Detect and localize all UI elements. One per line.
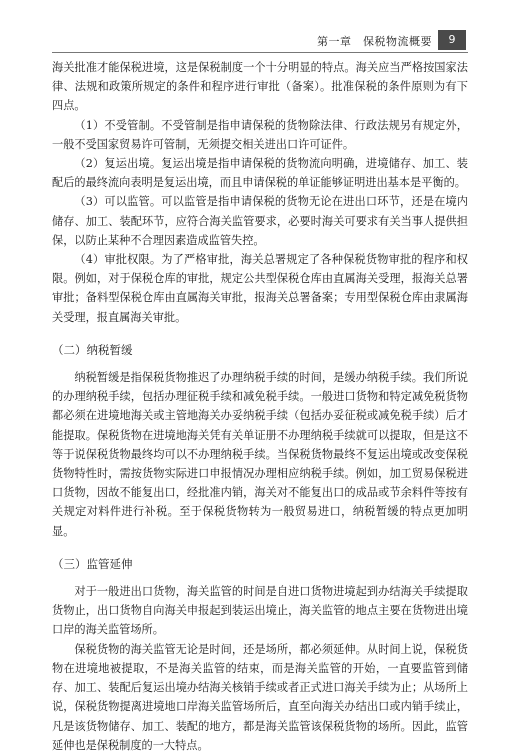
page-body bbox=[52, 58, 468, 755]
paragraph-item-1: （1）不受管制。不受管制是指申请保税的货物除法律、行政法规另有规定外，一般不受国家贸易许可管制，无须提交相关进出口许可证件。 bbox=[52, 118, 468, 151]
paragraph-section-3-b: 保税货物的海关监管无论是时间，还是场所，都必须延伸。从时间上说，保税货物在进境地被提取，不是海关监管的结束，而是海关监管的开始，一直要监管到储存、加工、装配后复运出境办结海关核销手续或者正式进口海关手续为止；从场所上说，保税货物提离进境地口岸海关监管场所后，直至向海关办结出口或内销手续止，凡是该货物储存、加工、装配的地方，都是海关监管该保税货物的场所。因此，监管延伸也是保税制度的一大特点。 bbox=[52, 642, 468, 752]
paragraph-section-3-a: 对于一般进出口货物，海关监管的时间是自进口货物进境起到办结海关手续提取货物止，出口货物自向海关申报起到装运出境止，海关监管的地点主要在货物进出境口岸的海关监管场所。 bbox=[52, 585, 468, 637]
paragraph-item-2: （2）复运出境。复运出境是指申请保税的货物流向明确，进境储存、加工、装配后的最终流向表明是复运出境，而且申请保税的单证能够证明进出基本是平衡的。 bbox=[52, 157, 468, 190]
section-heading-3: （三）监管延伸 bbox=[52, 556, 133, 571]
header-divider bbox=[52, 52, 468, 53]
page-number: 9 bbox=[438, 30, 466, 50]
running-header bbox=[0, 30, 466, 52]
paragraph-intro: 海关批准才能保税进境，这是保税制度一个十分明显的特点。海关应当严格按国家法律、法规和政策所规定的条件和程序进行审批（备案）。批准保税的条件原则为有下四点。 bbox=[52, 61, 468, 113]
paragraph-item-3: （3）可以监管。可以监管是指申请保税的货物无论在进出口环节，还是在境内储存、加工、装配环节，应符合海关监管要求，必要时海关可要求有关当事人提供担保，以防止某种不合理因素造成监管失控。 bbox=[52, 195, 468, 247]
paragraph-item-4: （4）审批权限。为了严格审批，海关总署规定了各种保税货物审批的程序和权限。例如，对于保税仓库的审批，规定公共型保税仓库由直属海关受理，报海关总署审批；备料型保税仓库由直属海关审批，报海关总署备案；专用型保税仓库由隶属海关受理，报直属海关审批。 bbox=[52, 253, 468, 324]
section-heading-2: （二）纳税暂缓 bbox=[52, 342, 133, 357]
paragraph-section-2: 纳税暂缓是指保税货物推迟了办理纳税手续的时间，是缓办纳税手续。我们所说的办理纳税手续，包括办理征税手续和减免税手续。一般进口货物和特定减免税货物都必须在进境地海关或主管地海关办妥纳税手续（包括办妥征税或减免税手续）后才能提取。保税货物在进境地海关凭有关单证册不办理纳税手续就可以提取，但是这不等于说保税货物最终均可以不办理纳税手续。当保税货物最终不复运出境或改变保税货物特性时，需按货物实际进口申报情况办理相应纳税手续。例如，加工贸易保税进口货物，因故不能复出口，经批准内销，海关对不能复出口的成品或节余料件等按有关规定对料件进行补税。至于保税货物转为一般贸易进口，纳税暂缓的特点更加明显。 bbox=[52, 371, 468, 538]
chapter-title: 第一章 保税物流概要 bbox=[317, 35, 432, 48]
